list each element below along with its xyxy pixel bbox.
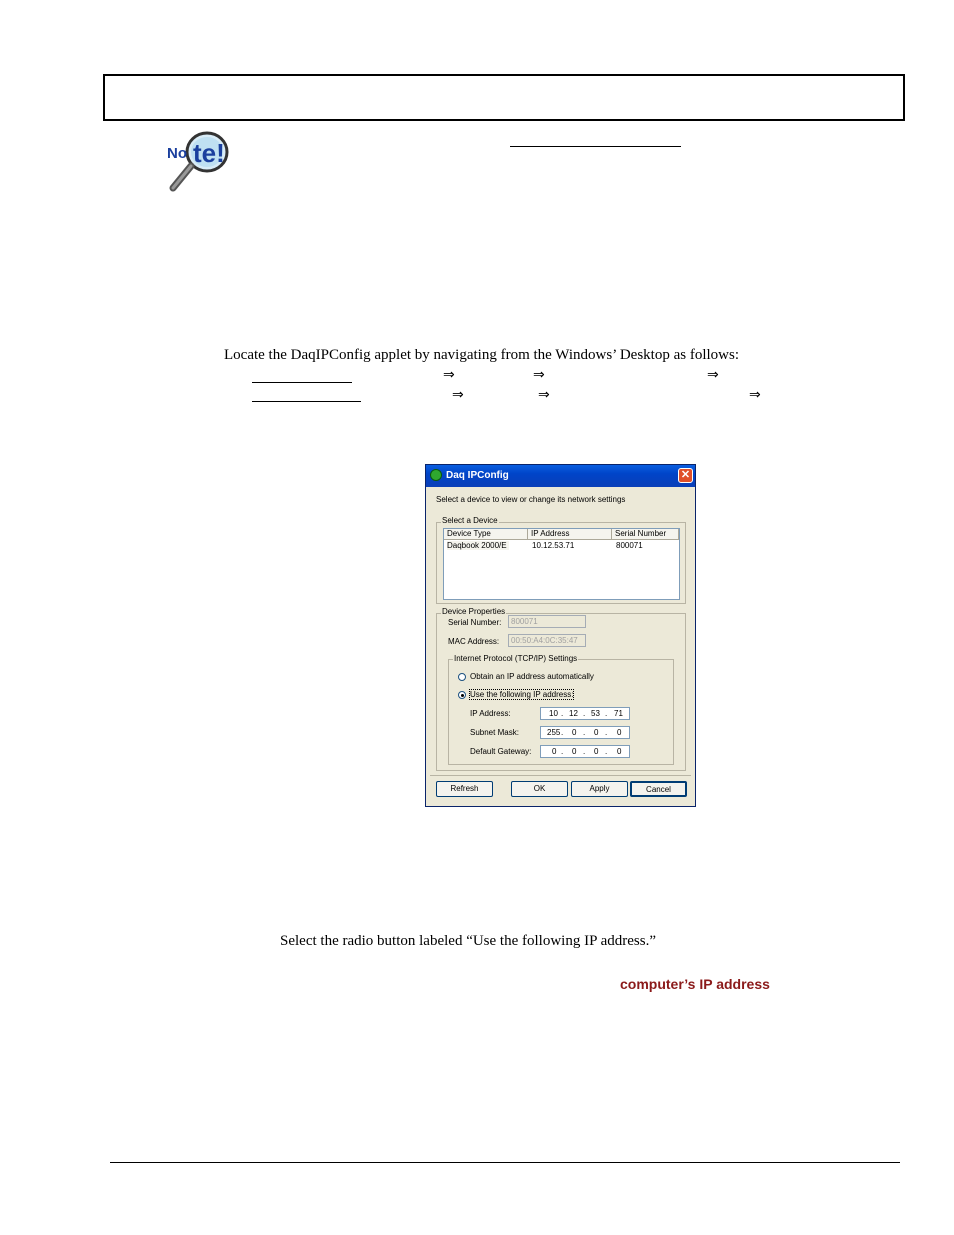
gateway-octet-3: 0: [594, 747, 599, 756]
svg-text:No: No: [167, 145, 187, 162]
apply-button[interactable]: Apply: [571, 781, 628, 797]
radio-obtain-auto-label[interactable]: Obtain an IP address automatically: [470, 672, 594, 681]
select-radio-instruction: Select the radio button labeled “Use the following IP address.”: [280, 933, 657, 949]
ok-button[interactable]: OK: [511, 781, 568, 797]
gateway-octet-1: 0: [552, 747, 557, 756]
path2-arrow-3: ⇒: [749, 387, 761, 403]
device-properties-label: Device Properties: [442, 607, 506, 616]
row-ip-address: 10.12.53.71: [532, 541, 575, 550]
button-separator: [430, 775, 691, 776]
path1-arrow-1: ⇒: [443, 367, 455, 383]
ip-octet-2: 12: [569, 709, 578, 718]
radio-use-following[interactable]: [458, 691, 466, 699]
path1-arrow-2: ⇒: [533, 367, 545, 383]
subnet-octet-4: 0: [617, 728, 622, 737]
path2-arrow-2: ⇒: [538, 387, 550, 403]
ip-address-input[interactable]: [540, 707, 630, 720]
dialog-title: Daq IPConfig: [446, 470, 509, 481]
title-bar: [426, 465, 695, 487]
row-device-type[interactable]: Daqbook 2000/E: [447, 541, 507, 550]
gateway-dot-1: .: [561, 747, 564, 756]
column-serial-number[interactable]: Serial Number: [612, 529, 679, 540]
gateway-dot-2: .: [583, 747, 586, 756]
footer-rule: [110, 1162, 900, 1163]
ip-octet-1: 10: [549, 709, 558, 718]
path1-arrow-3: ⇒: [707, 367, 719, 383]
close-icon[interactable]: ✕: [678, 468, 693, 483]
subnet-octet-2: 0: [572, 728, 577, 737]
subnet-dot-1: .: [561, 728, 564, 737]
default-gateway-input[interactable]: [540, 745, 630, 758]
path1-underline: [252, 382, 352, 383]
column-device-type[interactable]: Device Type: [444, 529, 528, 540]
ip-octet-4: 71: [614, 709, 623, 718]
mac-address-label: MAC Address:: [448, 637, 500, 646]
computer-ip-highlight: computer’s IP address: [620, 976, 770, 992]
subnet-dot-3: .: [605, 728, 608, 737]
subnet-dot-2: .: [583, 728, 586, 737]
serial-number-field: 800071: [508, 615, 586, 628]
radio-obtain-auto[interactable]: [458, 673, 466, 681]
gateway-dot-3: .: [605, 747, 608, 756]
app-icon: [430, 469, 442, 481]
select-device-label: Select a Device: [442, 516, 498, 525]
row-serial: 800071: [616, 541, 643, 550]
path2-underline: [252, 401, 361, 402]
tcpip-label: Internet Protocol (TCP/IP) Settings: [454, 654, 578, 663]
serial-number-label: Serial Number:: [448, 618, 502, 627]
subnet-mask-input[interactable]: [540, 726, 630, 739]
ip-octet-3: 53: [591, 709, 600, 718]
column-ip-address[interactable]: IP Address: [528, 529, 612, 540]
ip-address-label: IP Address:: [470, 709, 511, 718]
device-list[interactable]: [443, 528, 680, 600]
daqipconfig-dialog: [425, 464, 696, 807]
radio-use-following-label[interactable]: Use the following IP address:: [470, 690, 574, 699]
dialog-instruction: Select a device to view or change its network settings: [436, 495, 626, 504]
radio-selected-dot: [461, 694, 464, 697]
locate-instruction: Locate the DaqIPConfig applet by navigating from the Windows’ Desktop as follows:: [224, 347, 739, 363]
ip-dot-3: .: [605, 709, 608, 718]
mac-address-field: 00:50:A4:0C:35:47: [508, 634, 586, 647]
gateway-octet-4: 0: [617, 747, 622, 756]
ip-dot-2: .: [583, 709, 586, 718]
link-underline: [510, 146, 681, 147]
note-magnifier-icon: [163, 130, 235, 196]
gateway-octet-2: 0: [572, 747, 577, 756]
subnet-octet-3: 0: [594, 728, 599, 737]
default-gateway-label: Default Gateway:: [470, 747, 532, 756]
refresh-button[interactable]: Refresh: [436, 781, 493, 797]
cancel-button[interactable]: Cancel: [630, 781, 687, 797]
path2-arrow-1: ⇒: [452, 387, 464, 403]
subnet-mask-label: Subnet Mask:: [470, 728, 519, 737]
subnet-octet-1: 255: [547, 728, 561, 737]
svg-text:te!: te!: [193, 138, 225, 168]
header-box: [103, 74, 905, 121]
ip-dot-1: .: [561, 709, 564, 718]
